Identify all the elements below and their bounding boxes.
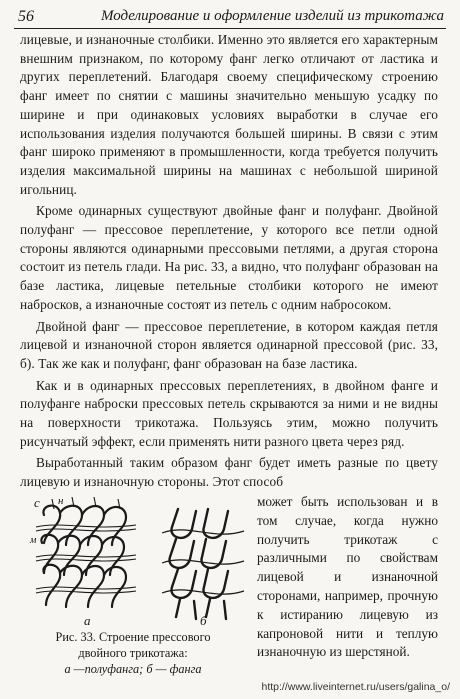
paragraph-5: Выработанный таким образом фанг будет иметь разные по цвету лицевую и изнаночную стороны. Этот способ	[20, 455, 438, 490]
body-text	[20, 31, 438, 492]
figure-label-b: б	[200, 613, 207, 628]
paragraph-1: лицевые, и изнаночные столбики. Именно это является его характерным внешним признаком, по которому фанг легко отличают от ластика и других переплетений. Благодаря своему специфическому строению фанг имеет по снятии с машины значительно меньшую усадку по ширине и при одинаковых условиях выработки в случае его использования изделия получаются большей ширины. В связи с этим фанг широко применяют в промышленности, когда требуется получить изделия максимальной ширины на машинах с небольшой шириной игольниц.	[20, 32, 438, 197]
watermark-url: http://www.liveinternet.ru/users/galina_o/	[261, 681, 450, 693]
running-title: Моделирование и оформление изделий из трикотажа	[100, 8, 444, 24]
page-header	[14, 6, 446, 29]
figure-mark-n: н	[58, 495, 64, 507]
figure-mark-s: с	[34, 495, 40, 510]
figure-mark-m: м	[30, 535, 37, 546]
figure-caption	[18, 629, 248, 677]
wrap-text: может быть использован и в том случае, когда нужно получить трикотаж с различными по свойствам лицевой и изнаночной сторонами, например, прочную к истиранию лицевую из капроновой нити и теплую изнаночную из шерстяной.	[257, 494, 438, 660]
knit-diagram-b	[158, 505, 248, 627]
figure-label-a: а	[84, 613, 91, 628]
page-number: 56	[18, 8, 34, 25]
caption-line-2: двойного трикотажа:	[78, 646, 188, 660]
paragraph-4: Как и в одинарных прессовых переплетениях, в двойном фанге и полуфанге наброски прессовых петель скрываются за ними и не видны на поверхности трикотажа. Пользуясь этим, можно получить рисунчатый эффект, если применять нити разного цвета через ряд.	[20, 377, 438, 449]
caption-line-1: Рис. 33. Строение прессового	[55, 630, 211, 644]
paragraph-2: Кроме одинарных существуют двойные фанг и полуфанг. Двойной полуфанг — прессовое переплетение, у которого все петли одной стороны являются одинарными прессовыми петлями, а другая сторона состоит из петель глади. На рис. 33, а видно, что полуфанг образован на базе ластика, лицевые петельные столбики которого не имеют набросков, а изнаночные состоят из петель с одним набросоком.	[20, 203, 438, 312]
caption-line-3: а —полуфанга; б — фанга	[64, 662, 202, 676]
paragraph-3: Двойной фанг — прессовое переплетение, в котором каждая петля лицевой и изнаночной сторон является одинарной прессовой (рис. 33, б). Так же как и полуфанг, фанг образован на базе ластика.	[20, 318, 438, 371]
knit-diagram-a	[32, 497, 142, 619]
